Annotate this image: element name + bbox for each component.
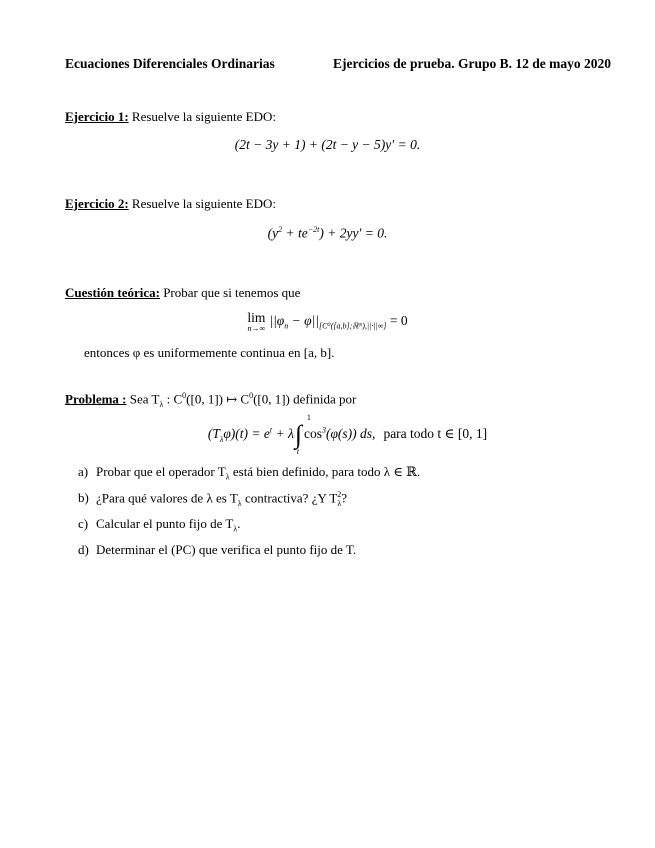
integral-lower-limit: t: [296, 447, 300, 456]
operator-equation: [20, 413, 655, 456]
eq-part: + λ: [272, 426, 294, 442]
problem-text: ([0, 1]) definida por: [253, 391, 357, 407]
exercise-2-statement: [65, 196, 276, 212]
exercise-1-statement: [65, 109, 276, 125]
theory-label: Cuestión teórica:: [65, 285, 160, 300]
item-text: contractiva? ¿Y T: [241, 490, 338, 506]
problem-statement: [65, 391, 356, 409]
eq-part: cos: [303, 426, 322, 442]
item-subscript: λ: [225, 472, 230, 482]
list-item: [78, 542, 356, 558]
eq-subscript: λ: [219, 434, 224, 444]
exam-info: Ejercicios de prueba. Grupo B. 12 de mayo 2020: [333, 56, 611, 71]
exercise-2-label: Ejercicio 2:: [65, 196, 129, 211]
list-item: [78, 464, 420, 482]
item-text: está bien definido, para todo λ ∈ ℝ.: [229, 464, 421, 479]
eq-part: (y: [267, 225, 279, 241]
eq-superscript: 3: [321, 425, 326, 435]
limit-operator: [247, 310, 265, 333]
integral-sign: ∫ 1 t: [294, 413, 311, 456]
eq-superscript: −2t: [307, 225, 320, 234]
theory-statement: [65, 285, 300, 301]
item-text: Probar que el operador T: [96, 464, 226, 479]
problem-text: Sea T: [129, 391, 160, 407]
item-text: .: [237, 516, 241, 531]
problem-superscript: 0: [249, 391, 254, 400]
norm-subscript: [C⁰([a,b];ℝᴺ),||·||∞]: [319, 321, 387, 331]
lim-subscript: n→∞: [247, 324, 266, 333]
problem-text: : C: [163, 391, 183, 407]
exercise-2-equation: [0, 225, 655, 242]
item-marker: c): [78, 516, 89, 531]
expr-part: = 0: [386, 312, 408, 328]
expr-part: − φ||: [288, 312, 320, 328]
item-marker: a): [78, 464, 89, 479]
eq-part: φ)(t) = e: [223, 426, 270, 442]
item-text: ¿Para qué valores de λ es T: [96, 490, 238, 506]
exercise-1-text: Resuelve la siguiente EDO:: [131, 109, 276, 124]
item-marker: b): [78, 490, 89, 506]
course-title: Ecuaciones Diferenciales Ordinarias: [65, 56, 275, 71]
item-subscript: λ: [237, 498, 242, 508]
problem-superscript: 0: [182, 391, 187, 400]
item-marker: d): [78, 542, 89, 557]
integral-upper-limit: 1: [306, 413, 311, 422]
item-subscript: λ: [233, 524, 238, 534]
eq-part: (T: [207, 426, 220, 442]
eq-condition: para todo t ∈ [0, 1]: [383, 426, 488, 442]
item-text: Determinar el (PC) que verifica el punto fijo de T.: [96, 542, 357, 557]
limit-formula: [0, 310, 655, 333]
exercise-2-text: Resuelve la siguiente EDO:: [131, 196, 276, 211]
problem-subscript: λ: [159, 399, 164, 409]
expr-part: ||φ: [269, 312, 285, 328]
eq-part: (φ(s)) ds,: [325, 426, 376, 442]
theory-text: Probar que si tenemos que: [163, 285, 301, 300]
item-superscript: 2: [337, 490, 342, 499]
item-text: Calcular el punto fijo de T: [96, 516, 234, 531]
exercise-1-label: Ejercicio 1:: [65, 109, 129, 124]
eq-part: ) + 2yy′ = 0.: [319, 225, 388, 241]
eq-part: + te: [282, 225, 308, 241]
lim-word: lim: [247, 310, 266, 325]
item-subscript: λ: [337, 498, 342, 508]
list-item: [78, 516, 240, 534]
norm-expression: [269, 312, 408, 331]
list-item: [78, 490, 347, 508]
expr-subscript: n: [284, 321, 289, 331]
item-text: ?: [341, 490, 348, 506]
page-header: [65, 56, 611, 72]
problem-text: ([0, 1]) ↦ C: [186, 391, 250, 407]
eq-superscript: 2: [278, 225, 283, 234]
exercise-1-equation: (2t − 3y + 1) + (2t − y − 5)y′ = 0.: [234, 137, 421, 152]
problem-label: Problema :: [65, 391, 127, 407]
theory-conclusion: entonces φ es uniformemente continua en [a, b].: [84, 345, 335, 360]
eq-superscript: t: [269, 425, 273, 435]
